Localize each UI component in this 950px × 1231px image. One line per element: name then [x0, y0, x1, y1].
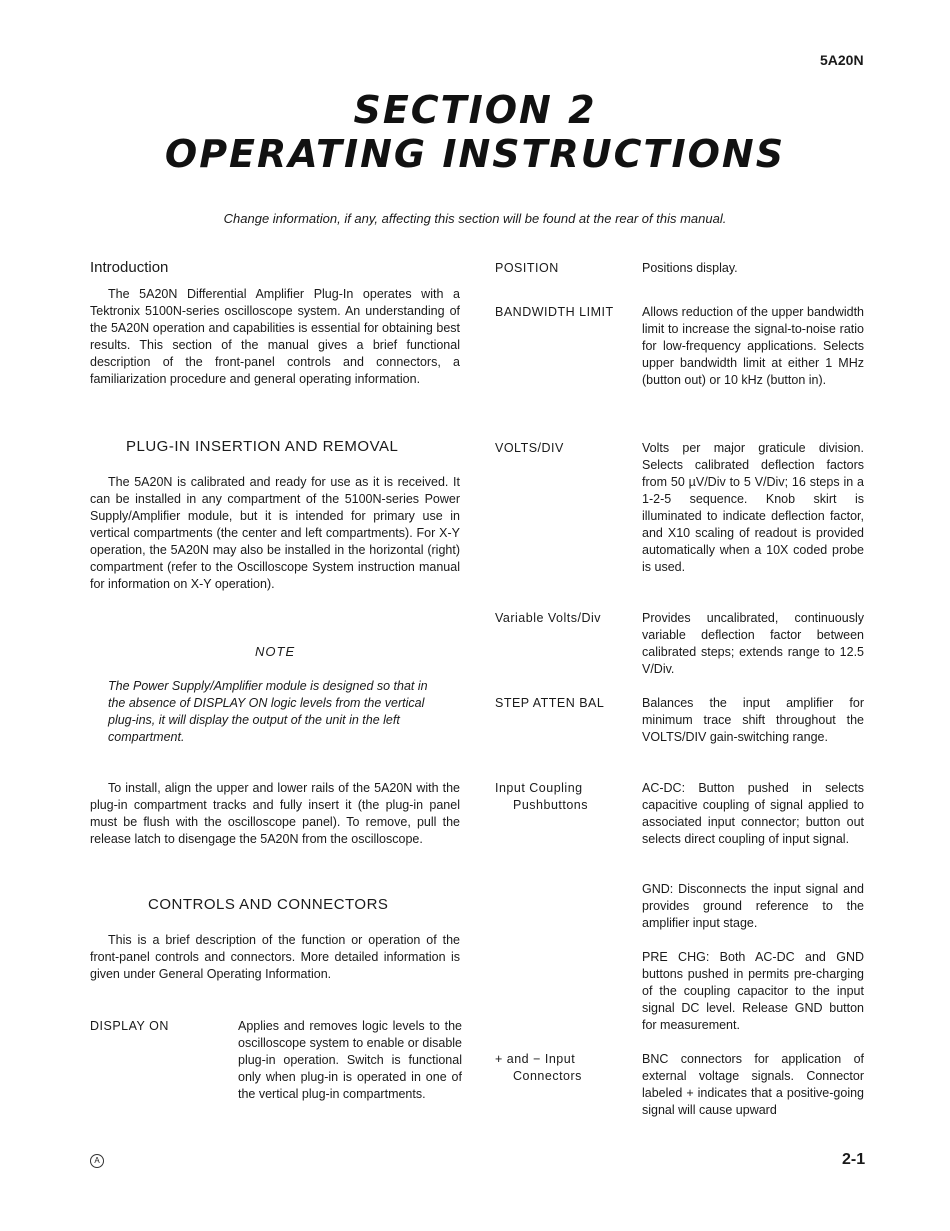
section-subtitle: OPERATING INSTRUCTIONS: [164, 132, 786, 176]
input-coupling-term-line2: Pushbuttons: [513, 798, 588, 812]
note-heading: NOTE: [255, 644, 296, 659]
input-connectors-term-line2: Connectors: [513, 1069, 582, 1083]
gnd-description: GND: Disconnects the input signal and provides ground reference to the amplifier input stage.: [642, 882, 864, 930]
bandwidth-limit-term: BANDWIDTH LIMIT: [495, 305, 614, 319]
note-text: The Power Supply/Amplifier module is designed so that in the absence of DISPLAY ON logic levels from the vertical plug-ins, it will display the output of the unit in the left compartment.: [108, 679, 428, 744]
introduction-paragraph: [90, 286, 460, 388]
section-title: SECTION 2: [353, 88, 597, 132]
variable-volts-div-term: Variable Volts/Div: [495, 611, 602, 625]
page-number: 2-1: [842, 1151, 866, 1168]
variable-volts-div-description: Provides uncalibrated, continuously variable deflection factor between calibrated steps; extends range to 12.5 V/Div.: [642, 611, 864, 676]
insertion-text: The 5A20N is calibrated and ready for use as it is received. It can be installed in any compartment of the 5100N-series Power Supply/Amplifier module, but it is intended for primary use in vertical compartments (the center and left compartments). For X-Y operation, the 5A20N may also be installed in the horizontal (right) compartment (refer to the Oscilloscope System instruction manual for information on X-Y operation).: [90, 475, 460, 591]
display-on-description: Applies and removes logic levels to the oscilloscope system to enable or disable plug-in operation. Switch is functional only when plug-in is operated in one of the vertical plug-in compartments.: [238, 1019, 462, 1101]
revision-mark: A: [90, 1154, 104, 1168]
position-description: Positions display.: [642, 261, 738, 275]
volts-div-term: VOLTS/DIV: [495, 441, 564, 455]
volts-div-description: Volts per major graticule division. Selects calibrated deflection factors from 50 µV/Div to 5 V/Div; 16 steps in a 1-2-5 sequence. Knob skirt is illuminated to indicate deflection factor, and X10 scaling of readout is provided automatically when a 10X coded probe is used.: [642, 441, 864, 574]
install-paragraph: [90, 780, 460, 848]
step-atten-bal-term: STEP ATTEN BAL: [495, 696, 605, 710]
position-term: POSITION: [495, 261, 559, 275]
insertion-heading: PLUG-IN INSERTION AND REMOVAL: [126, 438, 399, 455]
input-connectors-description: BNC connectors for application of external voltage signals. Connector labeled + indicates that a positive-going signal will cause upward: [642, 1052, 864, 1117]
introduction-text: The 5A20N Differential Amplifier Plug-In operates with a Tektronix 5100N-series oscilloscope system. An understanding of the 5A20N operation and capabilities is essential for obtaining best results. This section of the manual gives a brief functional description of the front-panel controls and connectors, a familiarization procedure and general operating information.: [90, 287, 460, 386]
introduction-heading: Introduction: [90, 259, 169, 276]
controls-text: This is a brief description of the function or operation of the front-panel controls and connectors. More detailed information is given under General Operating Information.: [90, 933, 460, 981]
ac-dc-description: AC-DC: Button pushed in selects capacitive coupling of signal applied to associated input connector; button out selects direct coupling of input signal.: [642, 781, 864, 846]
change-information-note: Change information, if any, affecting this section will be found at the rear of this manual.: [223, 211, 727, 226]
bandwidth-limit-description: Allows reduction of the upper bandwidth limit to increase the signal-to-noise ratio for low-frequency applications. Selects upper bandwidth limit at either 1 MHz (button out) or 10 kHz (button in).: [642, 305, 864, 387]
pre-chg-description: PRE CHG: Both AC-DC and GND buttons pushed in permits pre-charging of the coupling capacitor to the input signal DC level. Release GND button for measurement.: [642, 950, 864, 1032]
controls-paragraph: [90, 932, 460, 983]
input-coupling-term: Input Coupling: [495, 781, 583, 795]
input-connectors-term: + and − Input: [495, 1052, 576, 1066]
insertion-paragraph: [90, 474, 460, 593]
install-text: To install, align the upper and lower rails of the 5A20N with the plug-in compartment tracks and fully insert it (the plug-in panel must be flush with the oscilloscope panel). To remove, pull the release latch to disengage the 5A20N from the oscilloscope.: [90, 781, 460, 846]
controls-heading: CONTROLS AND CONNECTORS: [148, 896, 389, 913]
display-on-term: DISPLAY ON: [90, 1019, 169, 1033]
step-atten-bal-description: Balances the input amplifier for minimum trace shift throughout the VOLTS/DIV gain-switching range.: [642, 696, 864, 744]
model-number: 5A20N: [820, 52, 864, 68]
